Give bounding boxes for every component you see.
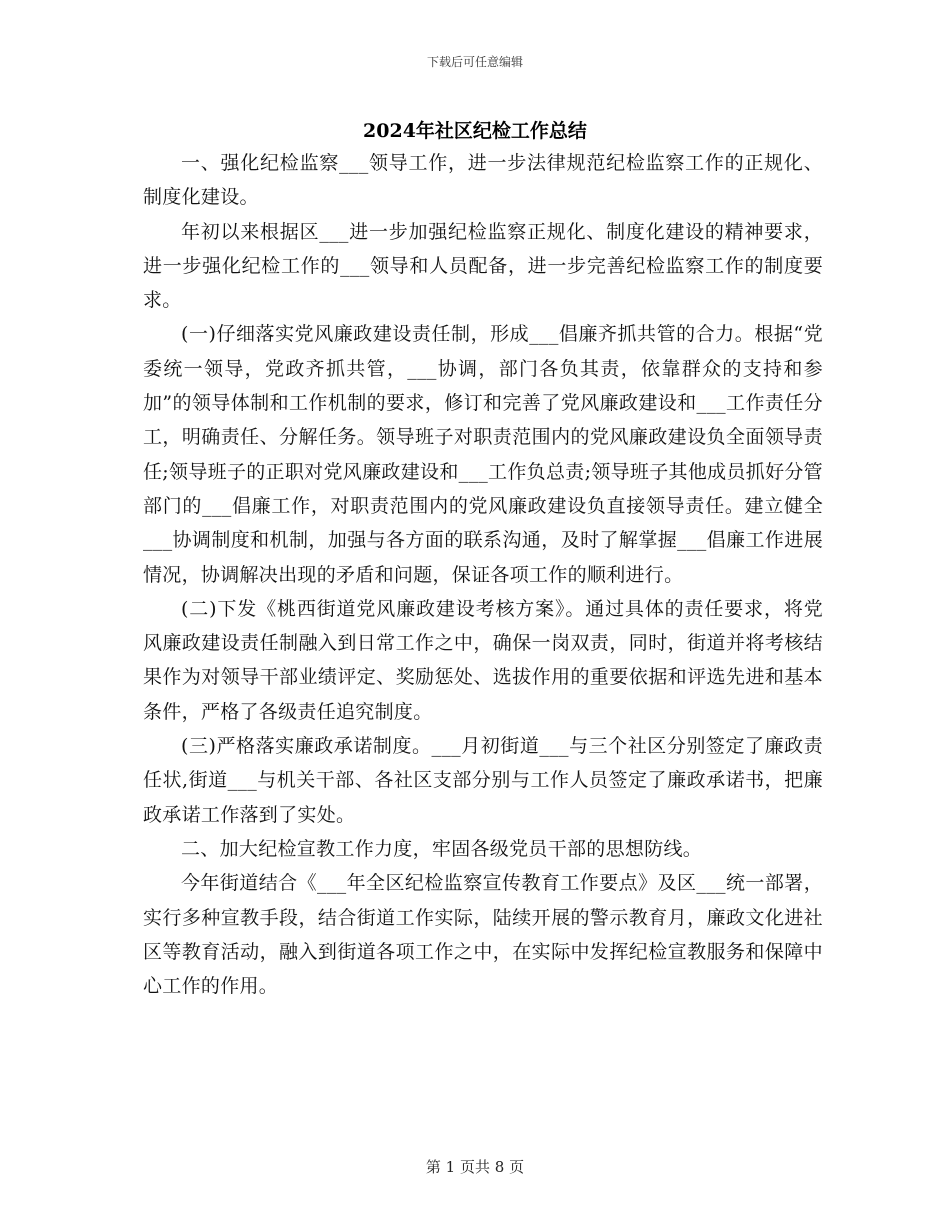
paragraph: 二、加大纪检宣教工作力度，牢固各级党员干部的思想防线。	[181, 837, 703, 860]
paragraph: 今年街道结合《___年全区纪检监察宣传教育工作要点》及区___统一部署，实行多种宣教手段，结合街道工作实际，陆续开展的警示教育月，廉政文化进社区等教育活动，融入到街道各项工作之中，在实际中发挥纪检宣教服务和保障中心工作的作用。	[143, 872, 823, 998]
paragraph: 年初以来根据区___进一步加强纪检监察正规化、制度化建设的精神要求，进一步强化纪检工作的___领导和人员配备，进一步完善纪检监察工作的制度要求。	[143, 220, 823, 312]
paragraph: (三)严格落实廉政承诺制度。___月初街道___与三个社区分别签定了廉政责任状,街道___与机关干部、各社区支部分别与工作人员签定了廉政承诺书，把廉政承诺工作落到了实处。	[143, 735, 823, 826]
download-note: 下载后可任意编辑	[426, 55, 523, 69]
page-number: 第 1 页共 8 页	[425, 1158, 525, 1176]
document-body	[143, 146, 823, 1003]
paragraph: 一、强化纪检监察___领导工作，进一步法律规范纪检监察工作的正规化、制度化建设。	[143, 152, 823, 209]
paragraph: (一)仔细落实党风廉政建设责任制，形成___倡廉齐抓共管的合力。根据“党委统一领导，党政齐抓共管，___协调，部门各负其责，依靠群众的支持和参加”的领导体制和工作机制的要求，修订和完善了党风廉政建设和___工作责任分工，明确责任、分解任务。领导班子对职责范围内的党风廉政建设负全面领导责任;领导班子的正职对党风廉政建设和___工作负总责;领导班子其他成员抓好分管部门的___倡廉工作，对职责范围内的党风廉政建设负直接领导责任。建立健全___协调制度和机制，加强与各方面的联系沟通，及时了解掌握___倡廉工作进展情况，协调解决出现的矛盾和问题，保证各项工作的顺利进行。	[143, 323, 823, 586]
paragraph: (二)下发《桃西街道党风廉政建设考核方案》。通过具体的责任要求，将党风廉政建设责任制融入到日常工作之中，确保一岗双责，同时，街道并将考核结果作为对领导干部业绩评定、奖励惩处、选拔作用的重要依据和评选先进和基本条件，严格了各级责任追究制度。	[143, 597, 823, 723]
document-title: 2024年社区纪检工作总结	[363, 120, 587, 142]
